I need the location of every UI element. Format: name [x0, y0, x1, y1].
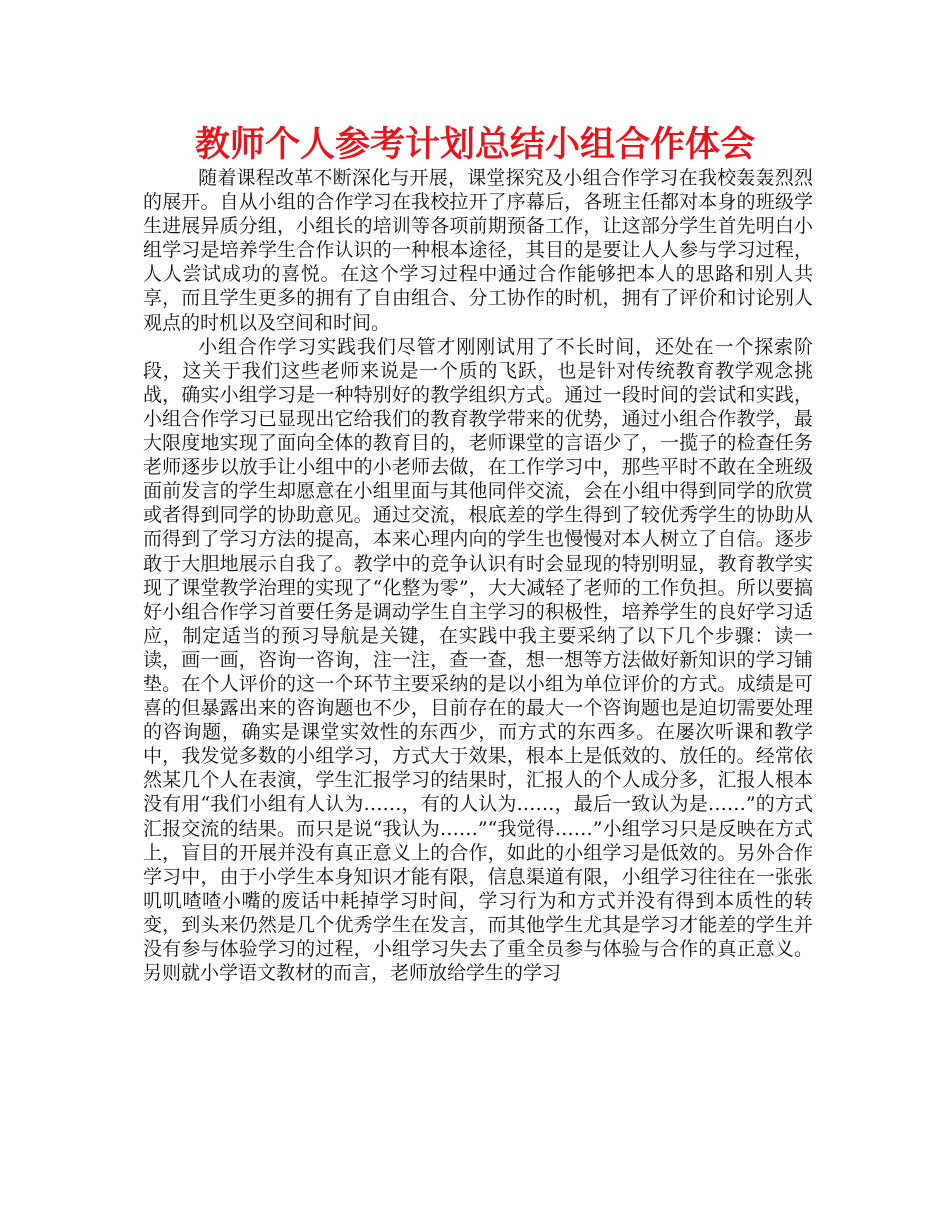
paragraph-1: 随着课程改革不断深化与开展，课堂探究及小组合作学习在我校轰轰烈烈的展开。自从小组的合作学习在我校拉开了序幕后，各班主任都对本身的班级学生进展异质分组，小组长的培训等各项前期预备工作，让这部分学生首先明白小组学习是培养学生合作认识的一种根本途径，其目的是要让人人参与学习过程，人人尝试成功的喜悦。在这个学习过程中通过合作能够把本人的思路和别人共享，而且学生更多的拥有了自由组合、分工协作的时机，拥有了评价和讨论别人观点的时机以及空间和时间。	[143, 167, 813, 334]
paragraph-2: 小组合作学习实践我们尽管才刚刚试用了不长时间，还处在一个探索阶段，这关于我们这些老师来说是一个质的飞跃，也是针对传统教育教学观念挑战，确实小组学习是一种特别好的教学组织方式。通过一段时间的尝试和实践，小组合作学习已显现出它给我们的教育教学带来的优势，通过小组合作教学，最大限度地实现了面向全体的教育目的，老师课堂的言语少了，一揽子的检查任务老师逐步以放手让小组中的小老师去做，在工作学习中，那些平时不敢在全班级面前发言的学生却愿意在小组里面与其他同伴交流，会在小组中得到同学的欣赏或者得到同学的协助意见。通过交流，根底差的学生得到了较优秀学生的协助从而得到了学习方法的提高，本来心理内向的学生也慢慢对本人树立了自信。逐步敢于大胆地展示自我了。教学中的竞争认识有时会显现的特别明显，教育教学实现了课堂教学治理的实现了“化整为零”，大大减轻了老师的工作负担。所以要搞好小组合作学习首要任务是调动学生自主学习的积极性，培养学生的良好学习适应，制定适当的预习导航是关键，在实践中我主要采纳了以下几个步骤：读一读，画一画，咨询一咨询，注一注，查一查，想一想等方法做好新知识的学习铺垫。在个人评价的这一个环节主要采纳的是以小组为单位评价的方式。成绩是可喜的但暴露出来的咨询题也不少，目前存在的最大一个咨询题也是迫切需要处理的咨询题，确实是课堂实效性的东西少，而方式的东西多。在屡次听课和教学中，我发觉多数的小组学习，方式大于效果，根本上是低效的、放任的。经常依然某几个人在表演，学生汇报学习的结果时，汇报人的个人成分多，汇报人根本没有用“我们小组有人认为……，有的人认为……，最后一致认为是……”的方式汇报交流的结果。而只是说“我认为……”“我觉得……”小组学习只是反映在方式上，盲目的开展并没有真正意义上的合作，如此的小组学习是低效的。另外合作学习中，由于小学生本身知识才能有限，信息渠道有限，小组学习往往在一张张叽叽喳喳小嘴的废话中耗掉学习时间，学习行为和方式并没有得到本质性的转变，到头来仍然是几个优秀学生在发言，而其他学生尤其是学习才能差的学生并没有参与体验学习的过程，小组学习失去了重全员参与体验与合作的真正意义。另则就小学语文教材的而言，老师放给学生的学习	[143, 335, 813, 985]
document-body	[143, 166, 813, 985]
document-title: 教师个人参考计划总结小组合作体会	[194, 125, 755, 165]
